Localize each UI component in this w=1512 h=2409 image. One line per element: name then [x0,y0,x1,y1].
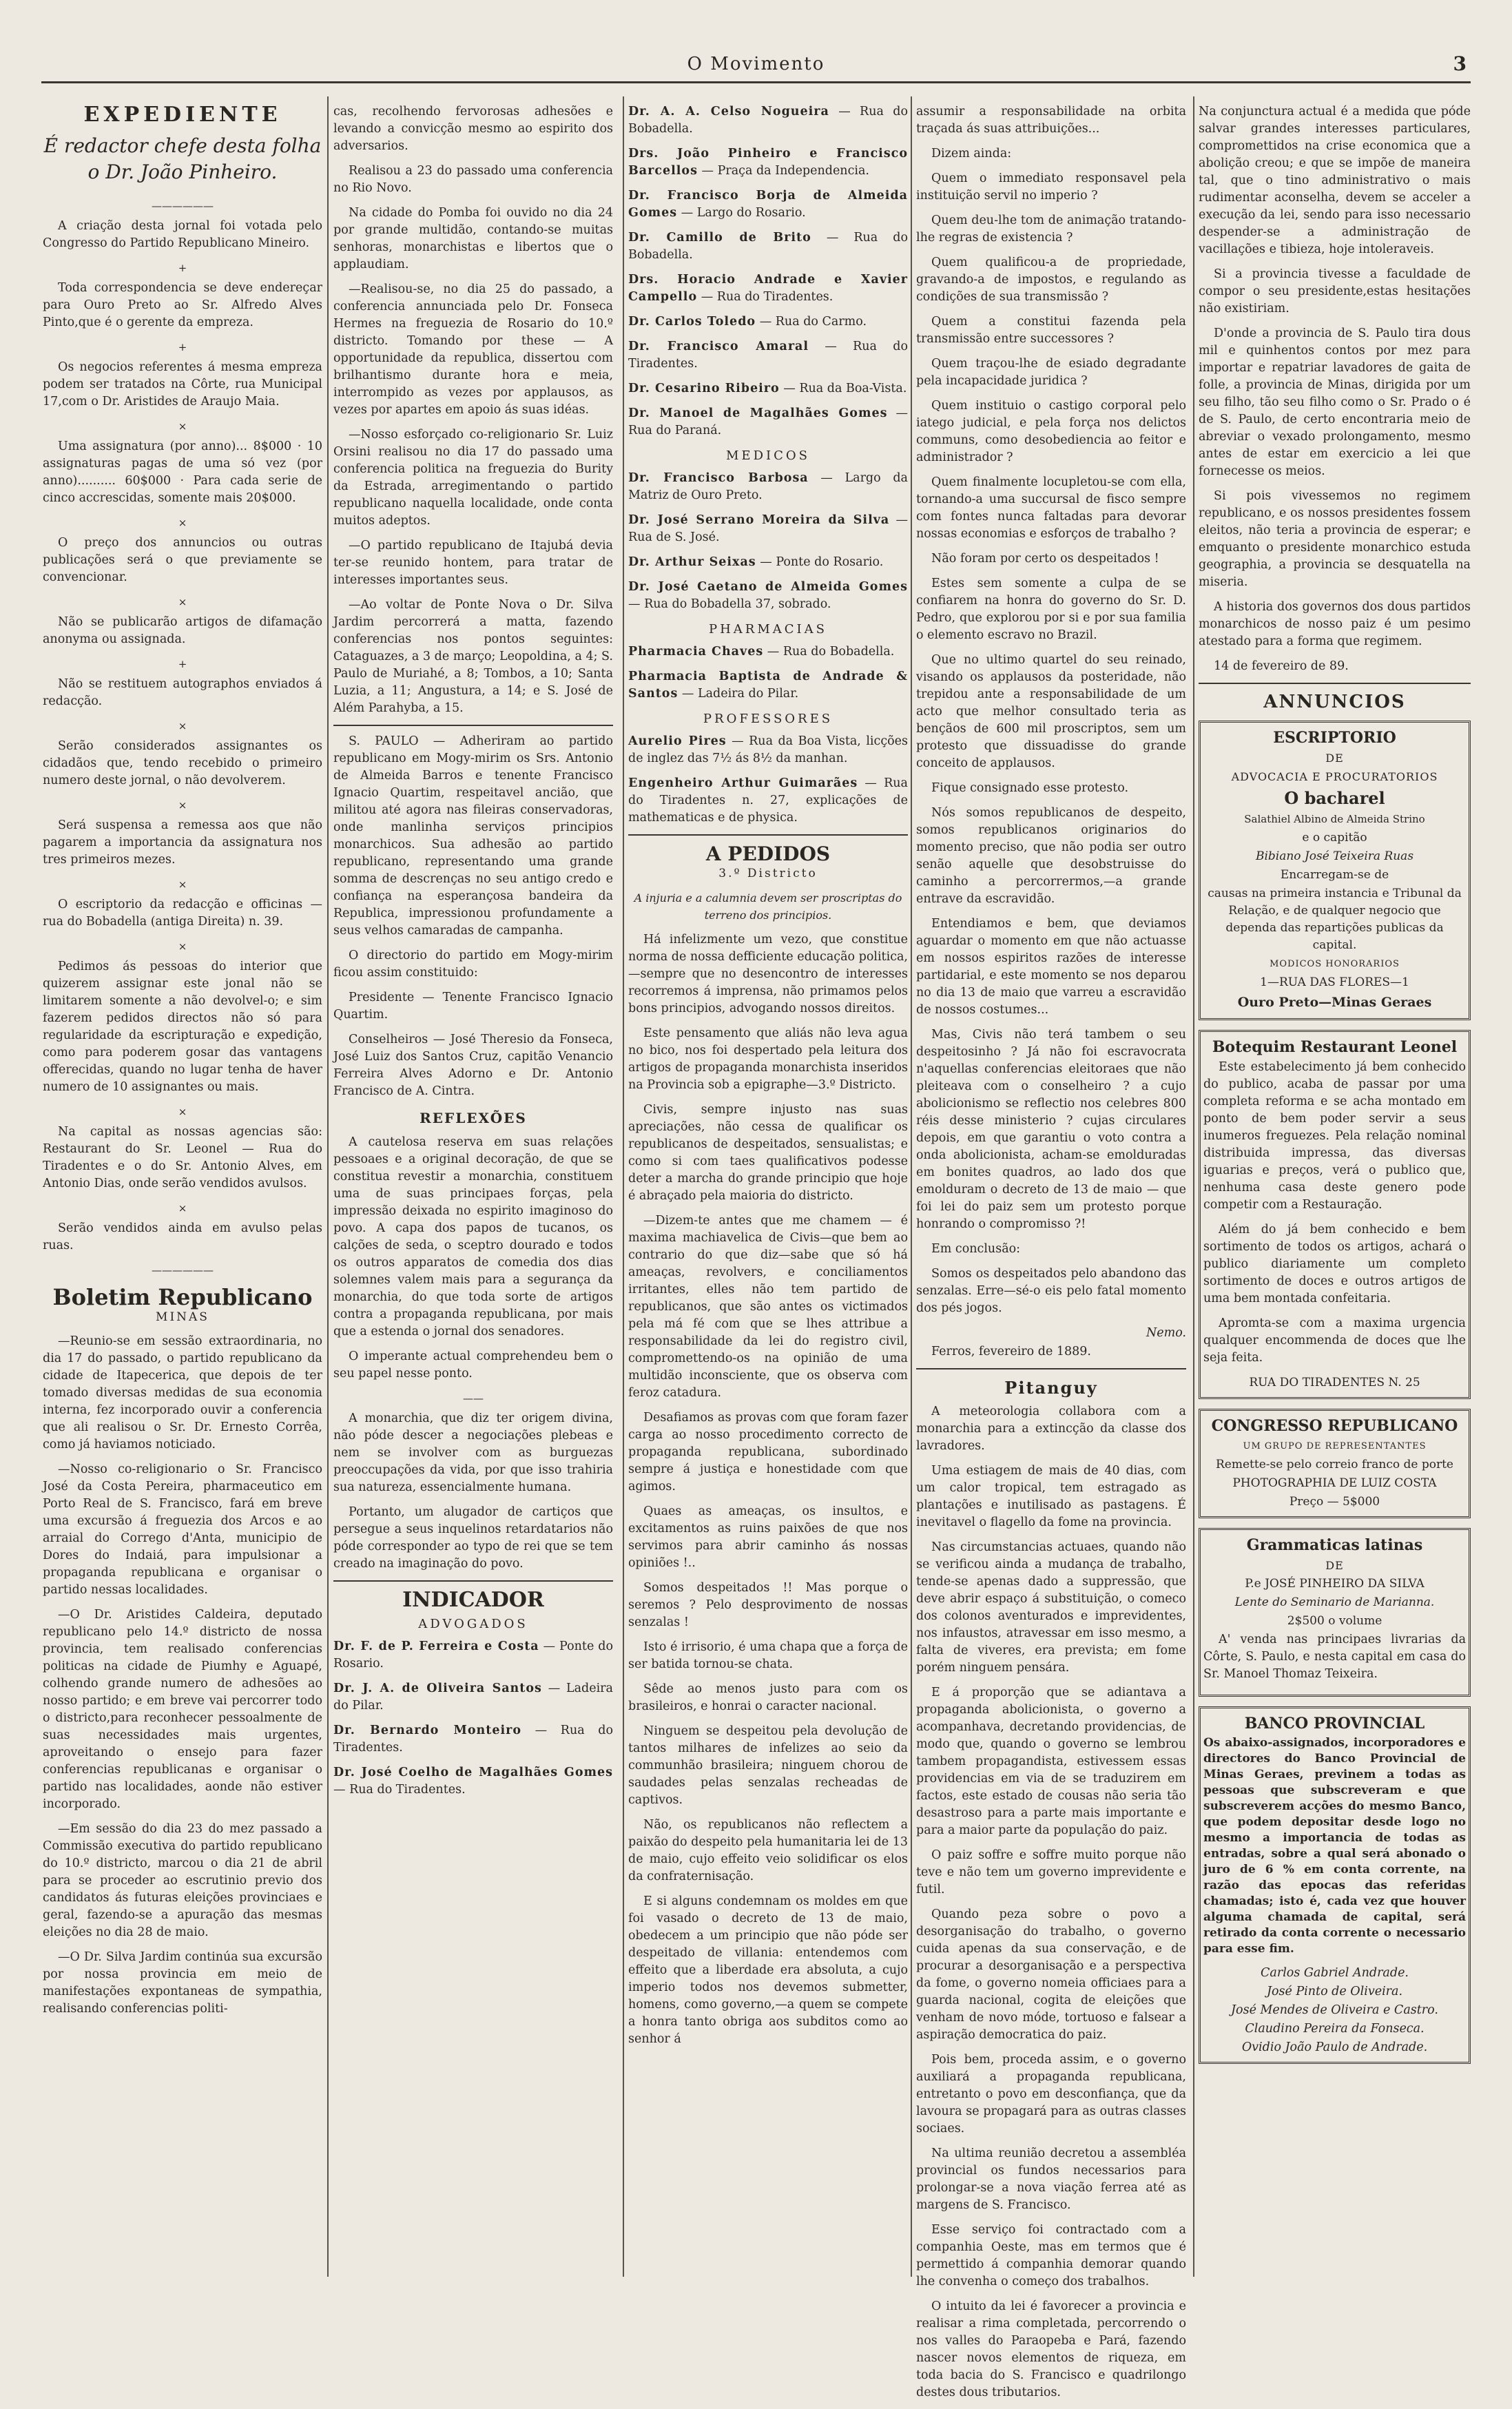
paragraph: Na cidade do Pomba foi ouvido no dia 24 por grande multidão, contando-se muitas senhoras, monarchistas e libertos que o applaudiam. [333,206,613,271]
entry-address: — Ponte do Rosario. [333,1640,613,1671]
ad-text: PHOTOGRAPHIA DE LUIZ COSTA [1232,1476,1437,1490]
entry-name: Dr. José Caetano de Almeida Gomes [628,580,908,594]
column-1 [43,103,322,2025]
entry-address: — Rua do Tiradentes. [333,1783,466,1797]
reflexoes-heading: REFLEXÕES [420,1110,527,1126]
paragraph: A historia dos governos dos dous partidos monarchicos de nosso paiz é um pesimo atestado para a forma que regimem. [1199,600,1471,648]
epigraph: A injuria e a calumnia devem ser proscriptas do terreno dos principios. [634,891,902,922]
medicos-heading: MEDICOS [726,448,810,463]
entry-name: Dr. Bernardo Monteiro [333,1724,522,1737]
annuncios-heading: ANNUNCIOS [1263,692,1406,712]
entry-name: Dr. A. A. Celso Nogueira [628,105,829,118]
paragraph: A criação desta jornal foi votada pelo Congresso do Partido Republicano Mineiro. [43,219,322,250]
paragraph: Na conjunctura actual é a medida que póde salvar grandes interesses particulares, compromettidos na crise economica que a abolição creou; e que se impõe de maneira tal, que o tino administrativo o mais rudimentar aconselha, devem se acceler a execução da lei, sendo para isso necessario despender-se a administração de vacillações e tibieza, hoje intoleraveis. [1199,105,1471,256]
ad-grammaticas [1199,1528,1471,1697]
ad-text: RUA DO TIRADENTES N. 25 [1249,1376,1420,1389]
separator: × [178,878,187,891]
ad-text: Preço — 5$000 [1289,1495,1380,1509]
signature: Nemo. [1146,1326,1186,1340]
dateline: Ferros, fevereiro de 1889. [931,1345,1091,1358]
entry-address: — Rua de S. José. [628,513,908,544]
paragraph: Nas circumstancias actuaes, quando não se verificou ainda a mudança de trabalho, tende-se apenas dado a suppressão, que deve abrir espaço á substituição, o comeco dos colonos aventurados e imprevidentes, nos infaustos, atravessar em isso mesmo, a falta de viveres, era prevista; em fome porém ninguem pensára. [916,1540,1186,1675]
column-5 [1199,103,1471,2074]
directory-entry [628,668,908,703]
ad-title: Botequim Restaurant Leonel [1212,1038,1458,1056]
editor-note: É redactor chefe desta folha o Dr. João Pinheiro. [43,134,322,183]
paragraph: Quaes as ameaças, os insultos, e excitamentos as ruins paixões de que nos servimos para abrir caminho ás nossas opiniões !.. [628,1505,908,1570]
paragraph: Que no ultimo quartel do seu reinado, visando os applausos da posteridade, não trepidou ante a responsabilidade de um acto que melhor consultado teria as bençãos de 600 mil proscriptos, sem um protesto que dissuadisse do grande conceito de applausos. [916,653,1186,770]
entry-address: — Ladeira do Pilar. [681,687,799,701]
pharmacias-list [628,643,908,703]
ad-text: 1—RUA DAS FLORES—1 [1260,975,1409,989]
newspaper-title: O Movimento [687,54,825,74]
entry-address: — Largo do Rosario. [681,206,806,220]
paragraph: —O Dr. Silva Jardim continúa sua excursão por nossa provincia em meio de manifestações expontaneas de sympathia, realisando conferencias politi- [43,1950,322,2016]
signer-name: Carlos Gabriel Andrade. [1261,1966,1409,1980]
separator: × [178,1202,187,1214]
separator: × [178,596,187,608]
separator: × [178,799,187,811]
a-pedidos-subheading: 3.º Districto [718,867,818,880]
directory-entry [628,733,908,767]
paragraph: —Ao voltar de Ponte Nova o Dr. Silva Jardim percorrerá a matta, fazendo conferencias nos pontos seguintes: Cataguazes, a 3 de março; Leopoldina, a 4; S. Paulo de Muriahé, a 8; Tombos, a 10; Santa Luzia, a 11; Angustura, a 14; e S. José de Além Parahyba, a 15. [333,598,613,715]
entry-name: Dr. José Coelho de Magalhães Gomes [333,1766,613,1779]
directory-entry [628,554,908,571]
directory-entry [628,579,908,613]
entry-address: — Rua do Tiradentes n. 27, explicações de mathematicas e de physica. [628,776,908,825]
paragraph: Somos os despeitados pelo abandono das senzalas. Erre—sé-o eis pelo fatal momento dos pés jogos. [916,1267,1186,1315]
entry-address: — Rua do Bobadella. [628,105,908,136]
paragraph: S. PAULO — Adheriram ao partido republicano em Mogy-mirim os Srs. Antonio de Almeida Barros e tenente Francisco Ignacio Quartim, respeitavel ancião, que militou até agora nas fileiras conservadoras, onde manlinha serviços principios monarchicos. Sua adhesão ao partido republicano, representando uma grande somma de descrenças no seu antigo credo e confiança na esperançosa bandeira da Republica, impressionou profundamente a seus velhos camaradas de campanha. [333,734,613,938]
paragraph: Sêde ao menos justo para com os brasileiros, e honrai o caracter nacional. [628,1682,908,1713]
a-pedidos-heading: A PEDIDOS [705,842,831,865]
paragraph: Não, os republicanos não reflectem a paixão do despeito pela humanitaria lei de 13 de maio, cujo effeito veio solidificar os elos da confraternisação. [628,1818,908,1883]
paragraph: O directorio do partido em Mogy-mirim ficou assim constituido: [333,949,613,980]
ad-text: MODICOS HONORARIOS [1270,959,1400,969]
paragraph: O escriptorio da redacção e officinas — rua do Bobadella (antiga Direita) n. 39. [43,898,322,929]
page-header [41,50,1471,83]
separator: + [178,262,187,274]
signers-list [1203,1965,1466,2056]
entry-name: Dr. José Serrano Moreira da Silva [628,513,890,527]
divider [628,834,908,836]
ad-text: DE [1325,1559,1344,1572]
paragraph: —O Dr. Aristides Caldeira, deputado republicano pelo 14.º districto de nossa provincia, tem realisado conferencias politicas na cidade de Piumhy e Aguapé, colhendo grande numero de adhesões ao nosso partido; e em breve vai percorrer todo o districto,para reconhecer pessoalmente de suas necessidades mais urgentes, aproveitando o ensejo para fazer conferencias republicanas e organisar o partido nas localidades, aonde não estiver incorporado. [43,1608,322,1811]
paragraph: Entendiamos e bem, que deviamos aguardar o momento em que não actuasse em nossos espiritos razões de interesse partidarial, e este momento se nos deparou no dia 13 de maio que varreu a escravidão de nossos costumes... [916,917,1186,1017]
ad-banco [1199,1706,1471,2064]
column-divider [327,96,329,2277]
ad-text: Lente do Seminario de Marianna. [1234,1595,1435,1609]
boletim-heading: Boletim Republicano [52,1284,313,1310]
paragraph: Pedimos ás pessoas do interior que quizerem assignar este jonal não se limitarem somente a não devolvel-o; e sim fazerem pedidos directos não só para regularidade da escripturação e expedição, como para poderem gosar das vantagens offerecidas, quando no lugar tenha de haver numero de 10 assignantes ou mais. [43,960,322,1094]
paragraph: Pois bem, proceda assim, e o governo auxiliará a propaganda republicana, entretanto o povo em desconfiança, que da lavoura se propagará para as outras classes sociaes. [916,2053,1186,2136]
paragraph: Uma estiagem de mais de 40 dias, com um calor tropical, tem estragado as plantações e inutilisado as pastagens. É inevitavel o flagello da fome na provincia. [916,1464,1186,1529]
entry-name: Dr. Francisco Borja de Almeida Gomes [628,189,908,220]
advogados-list [628,103,908,440]
separator: × [178,940,187,953]
ad-escriptorio [1199,721,1471,1020]
paragraph: Quem finalmente locupletou-se com ella, tornando-a uma succursal de fisco sempre com fontes nunca faltadas para devorar nossas economias e esforços de trabalho ? [916,475,1186,541]
paragraph: Mas, Civis não terá tambem o seu despeitosinho ? Já não foi escravocrata n'aquellas conferencias eleitoraes que não pleiteava com o conselheiro ? a cujo abolicionismo se reflectio nos celebres 800 réis desse ministerio ? cujas circulares depois, em que garantiu o voto contra a onda abolicionista, acham-se emolduradas em bonites quadros, ao lado dos que emolduram o decreto de 13 de maio — que foi lei do paiz sem um protesto porque honrando o compromisso ?! [916,1028,1186,1231]
signer-name: Claudino Pereira da Fonseca. [1245,2022,1425,2036]
paragraph: Estes sem somente a culpa de se confiarem na honra do governo do Sr. D. Pedro, que explorou por si e por sua familia o elemento escravo no Brazil. [916,577,1186,642]
entry-name: Drs. João Pinheiro e Francisco Barcellos [628,147,908,178]
paragraph: —Realisou-se, no dia 25 do passado, a conferencia annunciada pelo Dr. Fonseca Hermes na freguezia de Rosario do 10.º districto. Tomando por these — A opportunidade da republica, dissertou com brilhantismo durante hora e meia, interrompido as vezes por applausos, as vezes por apartes em apoio ás suas idéas. [333,282,613,417]
directory-entry [628,512,908,546]
advogados-heading: ADVOGADOS [418,1617,528,1631]
directory-entry [628,380,908,397]
paragraph: Quem a constitui fazenda pela transmissão entre successores ? [916,315,1186,346]
entry-name: Dr. Carlos Toledo [628,315,756,329]
ad-text: 2$500 o volume [1287,1614,1382,1628]
column-divider [623,96,624,2277]
paragraph: Si pois vivessemos no regimem republicano, e os nossos presidentes fossem eleitos, não teria a provincia de esperar; e emquanto o presidente monarchico estuda geographia, a provincia se desquatella na miseria. [1199,489,1471,589]
professores-heading: PROFESSORES [703,712,833,726]
paragraph: Portanto, um alugador de cartiços que persegue a seus inquelinos retardatarios não póde corresponder ao typo de rei que se tem creado na imaginação do povo. [333,1505,613,1571]
ad-text: O bacharel [1284,788,1385,808]
entry-name: Dr. Cesarino Ribeiro [628,382,780,395]
divider [333,725,613,726]
separator: + [178,341,187,353]
divider [333,1580,613,1582]
paragraph: A cautelosa reserva em suas relações pessoaes e a original decoração, de que se constitua revestir a monarchia, constituem uma de suas principaes forças, pela impressão deixada no espirito imaginoso do povo. A capa dos papos de tucanos, os calções de seda, o sceptro dourado e todos os outros apparatos de comedia dos dias solemnes valem mais para a segurança da monarchia, do que toda sorte de artigos contra a propaganda republicana, por mais que a estenda o jornal dos senadores. [333,1135,613,1338]
ad-congresso [1199,1409,1471,1518]
paragraph: Somos despeitados !! Mas porque o seremos ? Pelo desprovimento de nossas senzalas ! [628,1581,908,1629]
directory-entry [628,313,908,331]
ad-text: Bibiano José Teixeira Ruas [1255,849,1414,863]
ad-text: ADVOCACIA E PROCURATORIOS [1231,770,1438,783]
paragraph: Toda correspondencia se deve endereçar para Ouro Preto ao Sr. Alfredo Alves Pinto,que é o gerente da empreza. [43,281,322,329]
ad-title: Grammaticas latinas [1246,1536,1423,1554]
entry-address: — Largo da Matriz de Ouro Preto. [628,471,908,502]
paragraph: cas, recolhendo fervorosas adhesões e levando a convicção mesmo ao espirito dos adversarios. [333,105,613,153]
paragraph: Em conclusão: [931,1242,1021,1256]
directory-entry [628,643,908,661]
paragraph: —Reunio-se em sessão extraordinaria, no dia 17 do passado, o partido republicano da cidade de Itapecerica, que depois de ter tomado diversas medidas de sua economia interna, fez incorporado ouvir a conferencia que ali realisou o Sr. Dr. Ernesto Corrêa, como já haviamos noticiado. [43,1334,322,1451]
paragraph: Isto é irrisorio, é uma chapa que a força de ser batida tornou-se chata. [628,1640,908,1671]
paragraph: Quem traçou-lhe de esiado degradante pela incapacidade juridica ? [916,357,1186,388]
paragraph: Ninguem se despeitou pela devolução de tantos milhares de infelizes ao seio da communhão brasileira; ninguem chorou de saudades pelas senzalas recheadas de captivos. [628,1724,908,1807]
ad-text: DE [1325,752,1344,765]
paragraph: Serão vendidos ainda em avulso pelas ruas. [43,1221,322,1252]
signer-name: José Mendes de Oliveira e Castro. [1231,2003,1438,2017]
entry-address: — Rua do Bobadella 37, sobrado. [628,597,831,611]
paragraph: Quem instituio o castigo corporal pelo iatego judicial, e pela força nos delictos communs, como desobediencia ao feitor e administrador ? [916,399,1186,464]
paragraph: —Em sessão do dia 23 do mez passado a Commissão executiva do partido republicano do 10.º districto, marcou o dia 21 de abril para se proceder ao escrutinio previo dos candidatos ás futuras eleições provinciaes e geral, fazendo-se a apuração das mesmas eleições no dia 28 de maio. [43,1822,322,1939]
paragraph: Não foram por certo os despeitados ! [931,552,1159,566]
paragraph: Quando peza sobre o povo a desorganisação do trabalho, o governo cuida apenas da sua conservação, e de procurar a desorganisação e a perspectiva da fome, o governo nomeia officiaes para a guarda nacional, cogita de eleições que venham de novo móde, tortuoso e falsear a aspiração democratica do paiz. [916,1907,1186,2042]
paragraph: —Nosso co-religionario o Sr. Francisco José da Costa Pereira, pharmaceutico em Porto Real de S. Francisco, fará em breve uma excursão á freguezia dos Arcos e ao arraial do Corrego d'Anta, municipio de Dores do Indaiá, para impulsionar a propaganda republicana e organisar o partido nessas localidades. [43,1462,322,1597]
entry-address: — Ponte do Rosario. [760,555,884,569]
dateline: 14 de fevereiro de 89. [1214,659,1349,673]
entry-name: Aurelio Pires [628,734,727,748]
paragraph: Será suspensa a remessa aos que não pagarem a importancia da assignatura nos tres primeiros mezes. [43,818,322,867]
professores-list [628,733,908,827]
entry-name: Dr. J. A. de Oliveira Santos [333,1682,542,1695]
directory-entry [628,470,908,504]
paragraph: Serão considerados assignantes os cidadãos que, tendo recebido o primeiro numero deste jornal, o não devolverem. [43,739,322,787]
entry-name: Pharmacia Baptista de Andrade & Santos [628,670,908,701]
paragraph: Civis, sempre injusto nas suas apreciações, não cessa de qualificar os republicanos de despeitados, sensualistas; e como si com taes qualificativos podesse deter a marcha do grande principio que hoje é abraçado pela maioria do districto. [628,1103,908,1203]
entry-name: Dr. Francisco Amaral [628,340,809,353]
entry-name: Dr. Francisco Barbosa [628,471,809,485]
entry-address: — Rua do Tiradentes. [333,1724,613,1755]
entry-address: — Rua do Bobadella. [628,231,908,262]
paragraph: Não se restituem autographos enviados á redacção. [43,677,322,708]
separator: + [178,658,187,670]
paragraph: Desafiamos as provas com que foram fazer carga ao nosso procedimento correcto de propaganda republicana, subordinado sempre á justiça e honestidade com que agimos. [628,1411,908,1493]
column-2 [333,103,613,1806]
directory-entry [628,145,908,180]
paragraph: Si a provincia tivesse a faculdade de compor o seu presidente,estas hesitações não existiriam. [1199,267,1471,316]
entry-name: Dr. Camillo de Brito [628,231,811,245]
separator: × [178,420,187,433]
entry-name: Pharmacia Chaves [628,645,764,659]
separator: × [178,1106,187,1118]
entry-address: — Praça da Independencia. [701,164,869,178]
ad-title: ESCRIPTORIO [1273,729,1396,747]
directory-entry [628,271,908,306]
paragraph: O intuito da lei é favorecer a provincia e realisar a rima completada, percorrendo o nos valles do Paraopeba e Pará, fazendo nascer novos elementos de riqueza, em toda bacia do S. Francisco e quadrilongo destes dous tributarios. [916,2299,1186,2399]
paragraph: Fique consignado esse protesto. [931,781,1129,795]
ad-text: Os abaixo-assignados, incorporadores e directores do Banco Provincial de Minas Geraes, previnem a todas as pessoas que subscreveram e que subscreverem acções do mesmo Banco, que podem depositar desde logo no mesmo a importancia de todas as entradas, sobre a qual será abonado o juro de 6 % em conta corrente, na razão das epocas das referidas chamadas; isto é, cada vez que houver alguma chamada de capital, será retirado da conta corrente o necessario para esse fim. [1203,1736,1466,1956]
paragraph: D'onde a provincia de S. Paulo tira dous mil e quinhentos contos por mez para importar e repatriar lavadores de gaita de folle, a provincia de Minas, dirigida por um seu filho, tão seu filho como o Sr. Prado o é de S. Paulo, de certo encontraria meio de abreviar o vexado prolongamento, mesmo antes de estar em exercicio a lei que fornecesse os meios. [1199,327,1471,478]
directory-entry [628,405,908,440]
paragraph: assumir a responsabilidade na orbita traçada ás suas attribuições... [916,105,1186,136]
pitanguy-heading: Pitanguy [1004,1378,1098,1398]
page-number: 3 [1453,52,1467,75]
boletim-subheading: MINAS [156,1310,209,1324]
column-3 [628,103,908,2056]
directory-entry [628,338,908,373]
paragraph: —O partido republicano de Itajubá devia ter-se reunido hontem, para tratar de interesses importantes seus. [333,539,613,587]
entry-name: Dr. F. de P. Ferreira e Costa [333,1640,539,1653]
entry-address: — Ladeira do Pilar. [333,1682,613,1713]
paragraph: E á proporção que se adiantava a propaganda abolicionista, o governo a acompanhava, decretando providencias, de modo que, quando o governo se lembrou tambem propagandista, estivessem essas providencias em via de se traduzirem em factos, este estado de cousas não seria tão desastroso para a parte mais importante e para a maior parte da população do paiz. [916,1686,1186,1837]
entry-name: Engenheiro Arthur Guimarães [628,776,858,790]
ad-text: Apromta-se com a maxima urgencia qualquer encommenda de doces que lhe seja feita. [1203,1316,1466,1365]
medicos-list [628,470,908,613]
paragraph: O imperante actual comprehendeu bem o seu papel nesse ponto. [333,1350,613,1381]
entry-address: — Rua da Boa Vista, licções de inglez das 7½ ás 8½ da manhan. [628,734,908,765]
paragraph: Presidente — Tenente Francisco Ignacio Quartim. [333,991,613,1022]
ad-title: BANCO PROVINCIAL [1244,1715,1425,1733]
paragraph: Na ultima reunião decretou a assembléa provincial os fundos necessarios para prolongar-se a nova viação ferrea até as margens de S. Francisco. [916,2147,1186,2212]
advogados-list [333,1638,613,1799]
paragraph: Não se publicarão artigos de difamação anonyma ou assignada. [43,615,322,646]
pharmacias-heading: PHARMACIAS [708,622,827,637]
paragraph: Quem deu-lhe tom de animação tratando-lhe regras de existencia ? [916,214,1186,245]
paragraph: O paiz soffre e soffre muito porque não teve e não tem um governo imprevidente e futil. [916,1848,1186,1896]
paragraph: —Dizem-te antes que me chamem — é maxima machiavelica de Civis—que bem ao contrario do que diz—sabe que só há ameaças, revolvers, e conciliamentos irritantes, elles não tem partido de republicanos, que são antes os victimados pela má fé com que se lhes attribue a responsabilidade da lei do registro civil, compromettendo-os na opinião de uma multidão inconsciente, que os observa com feroz catadura. [628,1214,908,1400]
ad-text: Remette-se pelo correio franco de porte [1215,1458,1453,1471]
entry-address: — Rua do Paraná. [628,406,908,437]
separator: —————— [152,1264,214,1276]
paragraph: A monarchia, que diz ter origem divina, não póde descer a negociações plebeas e nem se involver com as burguezas preoccupações da vida, por que isso trahiria sua natureza, essencialmente humana. [333,1412,613,1494]
directory-entry [628,187,908,222]
ad-text: Ouro Preto—Minas Geraes [1237,995,1432,1010]
paragraph: Há infelizmente um vezo, que constitue norma de nossa defficiente educação politica,—sempre que no desencontro de interesses recorremos á imprensa, não primamos pelos bons principios, advogando nossos direitos. [628,933,908,1015]
ad-text: Salathiel Albino de Almeida Strino [1244,813,1425,825]
separator: × [178,720,187,732]
paragraph: Os negocios referentes á mesma empreza podem ser tratados na Côrte, rua Municipal 17,com o Dr. Aristides de Araujo Maia. [43,360,322,409]
entry-address: — Rua do Tiradentes. [701,290,833,304]
separator: —————— [152,200,214,212]
paragraph: A meteorologia collabora com a monarchia para a extincção da classe dos lavradores. [916,1405,1186,1453]
ad-restaurant [1199,1030,1471,1399]
separator: —— [463,1392,484,1405]
entry-name: Dr. Manoel de Magalhães Gomes [628,406,888,420]
indicador-heading: INDICADOR [402,1588,544,1612]
paragraph: Uma assignatura (por anno)... 8$000 · 10 assignaturas pagas de uma só vez (por anno).......... 60$000 · Para cada serie de cinco accrescidas, somente mais 20$000. [43,440,322,505]
paragraph: Conselheiros — José Theresio da Fonseca, José Luiz dos Santos Cruz, capitão Venancio Ferreira Alves Adorno e Dr. Antonio Francisco de A. Cintra. [333,1033,613,1098]
paragraph: Na capital as nossas agencias são: Restaurant do Sr. Leonel — Rua do Tiradentes e o do Sr. Antonio Alves, em Antonio Dias, onde serão vendidos avulsos. [43,1125,322,1190]
signer-name: José Pinto de Oliveira. [1266,1985,1403,1998]
directory-entry [333,1680,613,1715]
ad-text: Este estabelecimento já bem conhecido do publico, acaba de passar por uma completa reforma e se acha montado em ponto de bem poder servir a seus inumeros freguezes. Pela relação nominal distribuida impressa, das diversas iguarias e preços, verá o publico que, nenhuma casa deste genero pode competir com a Restauração. [1203,1060,1466,1212]
entry-address: — Rua do Bobadella. [767,645,895,659]
entry-name: Dr. Arthur Seixas [628,555,756,569]
directory-entry [333,1638,613,1673]
header-rule [41,81,1471,83]
paragraph: Quem qualificou-a de propriedade, gravando-a de impostos, e regulando as condições de sua transmissão ? [916,256,1186,304]
paragraph: Quem o immediato responsavel pela instituição servil no imperio ? [916,172,1186,203]
paragraph: Este pensamento que aliás não leva agua no bico, nos foi despertado pela leitura dos artigos de propaganda monarchista inseridos na Provincia sob a epigraphe—3.º Districto. [628,1026,908,1092]
entry-address: — Rua do Carmo. [759,315,867,329]
ad-title: CONGRESSO REPUBLICANO [1211,1417,1458,1435]
signer-name: Ovidio João Paulo de Andrade. [1241,2040,1428,2054]
ad-text: P.e JOSÉ PINHEIRO DA SILVA [1245,1577,1425,1591]
directory-entry [333,1764,613,1799]
paragraph: O preço dos annuncios ou outras publicações será o que previamente se convencionar. [43,536,322,584]
directory-entry [333,1722,613,1757]
divider [916,1368,1186,1369]
entry-address: — Rua do Tiradentes. [628,340,908,371]
ad-text: causas na primeira instancia e Tribunal da Relação, e de qualquer negocio que dependa das repartições publicas da capital. [1208,887,1462,952]
entry-address: — Rua da Boa-Vista. [783,382,907,395]
paragraph: Realisou a 23 do passado uma conferencia no Rio Novo. [333,164,613,195]
paragraph: E si alguns condemnam os moldes em que foi vasado o decreto de 13 de maio, obedecem a um principio que não póde ser despeitado de villania: entendemos com effeito que a liberdade era absoluta, a cujo imperio todos nos devemos submetter, homens, como governo,—a quem se compete a honra tanto obriga aos subditos como ao senhor á [628,1894,908,2046]
ad-text: A' venda nas principaes livrarias da Côrte, S. Paulo, e nesta capital em casa do Sr. Manoel Thomaz Teixeira. [1203,1633,1466,1681]
directory-entry [628,229,908,264]
ad-text: e o capitão [1302,831,1367,845]
column-divider [1193,96,1194,2277]
paragraph: —Nosso esforçado co-religionario Sr. Luiz Orsini realisou no dia 17 do passado uma conferencia politica na freguezia do Burity da Estrada, arregimentando o partido republicano naquella localidade, onde conta muitos adeptos. [333,428,613,528]
entry-name: Drs. Horacio Andrade e Xavier Campello [628,273,908,304]
separator: × [178,517,187,529]
ad-text: UM GRUPO DE REPRESENTANTES [1243,1441,1427,1451]
paragraph: Esse serviço foi contractado com a companhia Oeste, mas em termos que é permettido á companhia demorar quando lhe convenha o começo dos trabalhos. [916,2223,1186,2288]
paragraph: Nós somos republicanos de despeito, somos republicanos originarios do momento preciso, que não podia ser outro senão aquelle que desobstruisse do caminho a percorrermos,—a grande entrave da escravidão. [916,806,1186,906]
ad-text: Encarregam-se de [1280,868,1389,882]
paragraph: Dizem ainda: [931,147,1012,161]
column-divider [911,96,912,2277]
ad-text: Além do já bem conhecido e bem sortimento de todos os artigos, achará o publico diariamente um completo sortimento de doces e outros artigos de uma bem montada confeitaria. [1203,1223,1466,1305]
divider [1199,683,1471,684]
directory-entry [628,103,908,138]
directory-entry [628,775,908,827]
column-4 [916,103,1186,2409]
expediente-heading: EXPEDIENTE [83,103,282,127]
